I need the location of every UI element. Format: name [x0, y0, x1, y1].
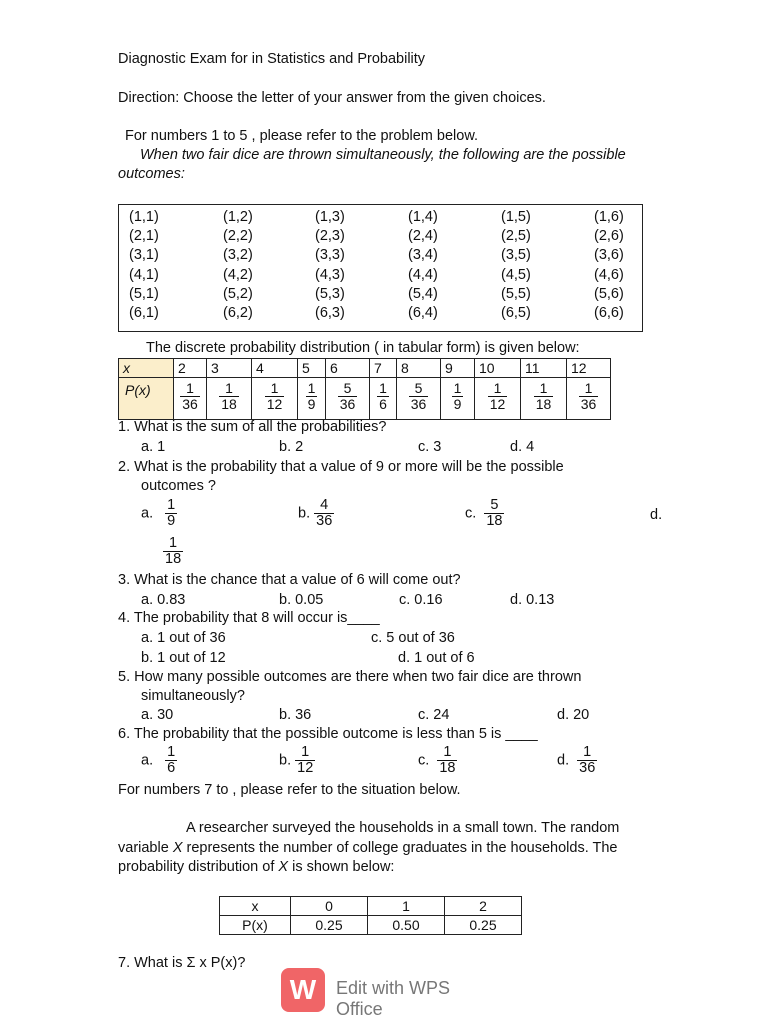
px-den: 36	[410, 396, 427, 412]
px-cell	[207, 378, 252, 420]
text: variable	[118, 840, 173, 856]
px-den: 6	[379, 396, 387, 412]
px-cell	[475, 378, 521, 420]
situation-line3	[118, 859, 394, 875]
px-num: 1	[539, 380, 548, 396]
px-num: 5	[414, 380, 423, 396]
px-cell	[298, 378, 326, 420]
outcomes-col-5	[501, 208, 531, 323]
px-cell	[521, 378, 567, 420]
px-header: P(x)	[220, 916, 291, 935]
distribution-intro: The discrete probability distribution ( in tabular form) is given below:	[146, 340, 580, 356]
x-value: 10	[475, 359, 521, 378]
q6-choice-a	[141, 745, 177, 776]
q4-choice-a: a. 1 out of 36	[141, 630, 226, 646]
outcome-cell: (3,3)	[315, 247, 345, 264]
x-value: 11	[521, 359, 567, 378]
question-4-stem: 4. The probability that 8 will occur is____	[118, 610, 380, 626]
frac-num: 1	[583, 744, 592, 760]
outcome-cell: (5,5)	[501, 285, 531, 302]
q6-choice-b	[279, 745, 315, 776]
exam-title: Diagnostic Exam for in Statistics and Probability	[118, 51, 426, 67]
px-value: 0.25	[291, 916, 368, 935]
px-num: 1	[584, 380, 593, 396]
x-value: 0	[291, 897, 368, 916]
x-header: x	[119, 359, 174, 378]
question-1-stem: 1. What is the sum of all the probabilities?	[118, 419, 387, 435]
px-num: 1	[453, 380, 462, 396]
q2-choice-c	[465, 498, 504, 529]
outcome-cell: (6,5)	[501, 305, 531, 322]
px-value: 0.50	[368, 916, 445, 935]
q4-choice-c: c. 5 out of 36	[371, 630, 455, 646]
q3-choice-a: a. 0.83	[141, 592, 186, 608]
outcome-cell: (3,5)	[501, 247, 531, 264]
outcome-cell: (6,1)	[129, 305, 159, 322]
outcome-cell: (4,3)	[315, 266, 345, 283]
px-den: 36	[339, 396, 356, 412]
intro-italic-line2: outcomes:	[118, 166, 185, 182]
q3-choice-b: b. 0.05	[279, 592, 324, 608]
frac-num: 1	[301, 744, 310, 760]
px-num: 1	[493, 380, 502, 396]
text: represents the number of college graduates in the households. The	[182, 840, 618, 856]
q6-choice-d	[557, 745, 597, 776]
px-num: 1	[379, 380, 387, 396]
outcomes-col-6	[594, 208, 624, 323]
outcome-cell: (5,6)	[594, 285, 624, 302]
outcome-cell: (2,6)	[594, 228, 624, 245]
q5-choice-b: b. 36	[279, 707, 312, 723]
outcome-cell: (6,4)	[408, 305, 438, 322]
outcome-cell: (2,2)	[223, 228, 253, 245]
outcome-cell: (4,4)	[408, 266, 438, 283]
question-2-stem-line1: 2. What is the probability that a value of 9 or more will be the possible	[118, 459, 564, 475]
question-2-stem-line2: outcomes ?	[141, 478, 216, 494]
x-value: 8	[397, 359, 441, 378]
choice-label: c.	[465, 505, 477, 522]
frac-den: 9	[167, 513, 176, 529]
outcome-cell: (2,1)	[129, 228, 159, 245]
frac-den: 36	[579, 760, 596, 776]
px-cell	[567, 378, 611, 420]
frac-den: 18	[486, 513, 503, 529]
outcomes-col-1	[129, 208, 159, 323]
x-value: 12	[567, 359, 611, 378]
px-cell	[174, 378, 207, 420]
x-value: 6	[326, 359, 370, 378]
x-value: 3	[207, 359, 252, 378]
question-6-stem: 6. The probability that the possible outcome is less than 5 is ____	[118, 726, 538, 742]
px-cell	[326, 378, 370, 420]
variable-x: X	[172, 840, 183, 856]
q1-choice-c: c. 3	[418, 439, 442, 455]
outcome-cell: (2,4)	[408, 228, 438, 245]
px-header: P(x)	[119, 378, 174, 420]
outcome-cell: (5,2)	[223, 285, 253, 302]
outcome-cell: (1,5)	[501, 209, 531, 225]
intro-numbers-7: For numbers 7 to , please refer to the situation below.	[118, 782, 461, 798]
frac-den: 18	[165, 551, 182, 567]
px-den: 36	[580, 396, 597, 412]
outcome-cell: (5,3)	[315, 285, 345, 302]
x-value: 5	[298, 359, 326, 378]
question-3-stem: 3. What is the chance that a value of 6 will come out?	[118, 572, 461, 588]
x-value: 2	[445, 897, 522, 916]
choice-label: d.	[557, 752, 570, 769]
outcome-cell: (1,4)	[408, 209, 438, 225]
outcome-cell: (3,4)	[408, 247, 438, 264]
px-num: 1	[270, 380, 279, 396]
outcome-cell: (4,5)	[501, 266, 531, 283]
outcome-cell: (1,1)	[129, 209, 159, 225]
situation-line2	[118, 840, 618, 856]
x-header: x	[220, 897, 291, 916]
q2-choice-d-label: d.	[650, 507, 663, 523]
px-den: 18	[221, 396, 237, 412]
px-cell	[252, 378, 298, 420]
px-cell	[397, 378, 441, 420]
variable-x: X	[278, 859, 289, 875]
outcome-cell: (6,6)	[594, 305, 624, 322]
outcomes-table	[118, 204, 643, 332]
outcome-cell: (4,1)	[129, 266, 159, 283]
outcome-cell: (3,1)	[129, 247, 159, 264]
px-num: 1	[186, 380, 194, 396]
px-num: 1	[307, 380, 316, 396]
outcomes-col-3	[315, 208, 345, 323]
x-value: 2	[174, 359, 207, 378]
x-value: 9	[441, 359, 475, 378]
frac-num: 1	[443, 744, 452, 760]
outcome-cell: (1,2)	[223, 209, 253, 225]
outcome-cell: (5,4)	[408, 285, 438, 302]
question-5-stem-line2: simultaneously?	[141, 688, 245, 704]
outcomes-col-4	[408, 208, 438, 323]
px-den: 18	[535, 396, 552, 412]
situation-line1: A researcher surveyed the households in a small town. The random	[186, 820, 620, 836]
x-value: 4	[252, 359, 298, 378]
q1-choice-d: d. 4	[510, 439, 535, 455]
outcome-cell: (5,1)	[129, 285, 159, 302]
q6-choice-c	[418, 745, 457, 776]
px-den: 9	[453, 396, 462, 412]
outcome-cell: (6,3)	[315, 305, 345, 322]
intro-italic-line1: When two fair dice are thrown simultaneously, the following are the possible	[140, 147, 626, 163]
px-cell	[370, 378, 397, 420]
choice-label: c.	[418, 752, 430, 769]
x-value: 7	[370, 359, 397, 378]
direction: Direction: Choose the letter of your answer from the given choices.	[118, 90, 546, 106]
outcome-cell: (6,2)	[223, 305, 253, 322]
question-7-stem: 7. What is Σ x P(x)?	[118, 955, 246, 971]
q5-choice-a: a. 30	[141, 707, 174, 723]
px-cell	[441, 378, 475, 420]
px-value: 0.25	[445, 916, 522, 935]
px-num: 1	[225, 380, 233, 396]
choice-label: b.	[298, 505, 311, 522]
outcome-cell: (1,3)	[315, 209, 345, 225]
q2-choice-b	[298, 498, 334, 529]
q3-choice-c: c. 0.16	[399, 592, 443, 608]
college-graduates-distribution-table	[219, 896, 522, 935]
question-5-stem-line1: 5. How many possible outcomes are there when two fair dice are thrown	[118, 669, 582, 685]
q1-choice-b: b. 2	[279, 439, 304, 455]
text: is shown below:	[288, 859, 395, 875]
frac-num: 4	[320, 497, 329, 513]
px-den: 12	[489, 396, 506, 412]
frac-num: 5	[490, 497, 499, 513]
probability-distribution-table	[118, 358, 611, 420]
choice-label: a.	[141, 505, 154, 522]
outcome-cell: (3,6)	[594, 247, 624, 264]
frac-num: 1	[167, 744, 176, 760]
outcomes-col-2	[223, 208, 253, 323]
q3-choice-d: d. 0.13	[510, 592, 555, 608]
text: probability distribution of	[118, 859, 279, 875]
px-den: 12	[266, 396, 283, 412]
frac-den: 36	[316, 513, 333, 529]
px-num: 5	[343, 380, 352, 396]
frac-num: 1	[167, 497, 176, 513]
outcome-cell: (2,3)	[315, 228, 345, 245]
outcome-cell: (4,6)	[594, 266, 624, 283]
wps-logo-icon: W	[281, 968, 325, 1012]
outcome-cell: (2,5)	[501, 228, 531, 245]
q5-choice-d: d. 20	[557, 707, 590, 723]
outcome-cell: (4,2)	[223, 266, 253, 283]
frac-den: 18	[439, 760, 456, 776]
q1-choice-a: a. 1	[141, 439, 166, 455]
choice-label: b.	[279, 752, 292, 769]
q2-choice-a	[141, 498, 177, 529]
wps-watermark[interactable]	[281, 968, 488, 1019]
px-den: 36	[182, 396, 198, 412]
q5-choice-c: c. 24	[418, 707, 450, 723]
choice-label: a.	[141, 752, 154, 769]
q2-choice-d-fraction	[163, 536, 183, 567]
intro-numbers-1-5: For numbers 1 to 5 , please refer to the problem below.	[125, 128, 479, 144]
px-den: 9	[307, 396, 316, 412]
x-value: 1	[368, 897, 445, 916]
outcome-cell: (3,2)	[223, 247, 253, 264]
frac-den: 12	[297, 760, 314, 776]
q4-choice-d: d. 1 out of 6	[398, 650, 475, 666]
outcome-cell: (1,6)	[594, 209, 624, 225]
frac-num: 1	[169, 535, 178, 551]
q4-choice-b: b. 1 out of 12	[141, 650, 226, 666]
wps-text: Edit with WPS Office	[336, 978, 451, 1019]
frac-den: 6	[167, 760, 176, 776]
